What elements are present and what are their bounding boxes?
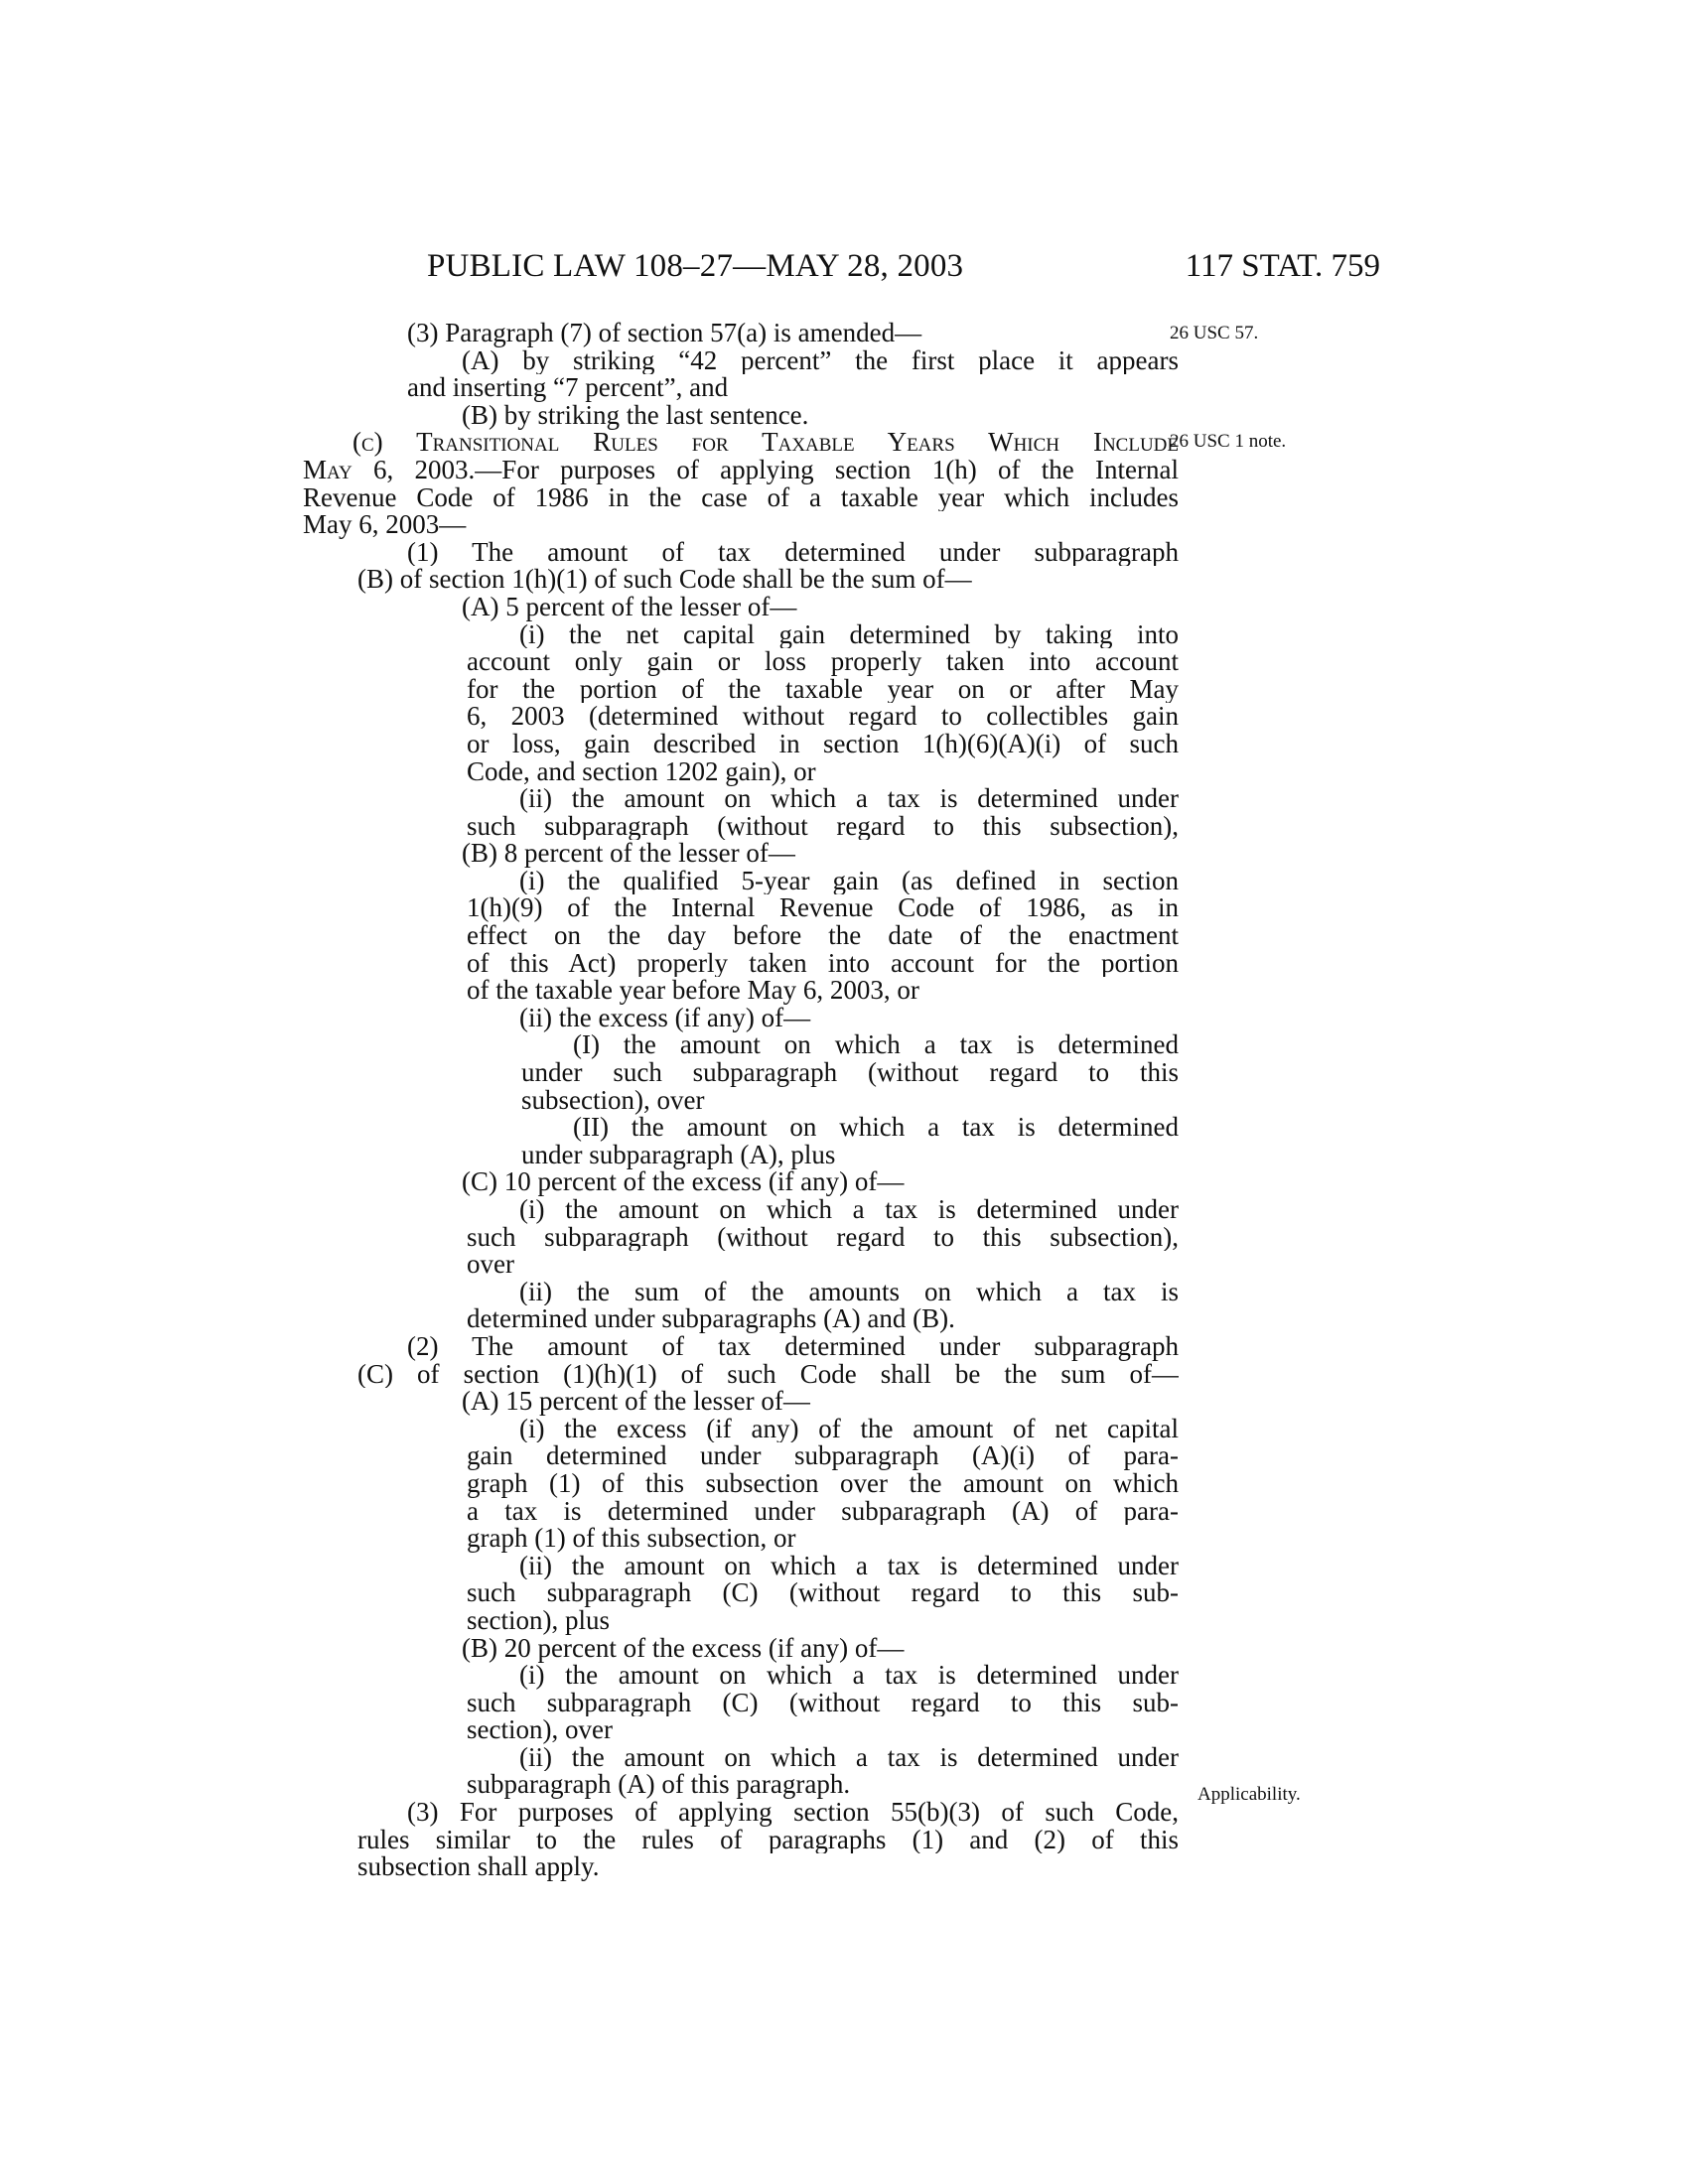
- text-line: such subparagraph (without regard to this subsection),: [467, 1223, 1179, 1252]
- text-line: (i) the excess (if any) of the amount of net capital: [519, 1415, 1179, 1443]
- text-line: (i) the amount on which a tax is determined under: [519, 1196, 1179, 1224]
- text-line: (C) of section (1)(h)(1) of such Code shall be the sum of—: [357, 1360, 1179, 1389]
- text-line: of the taxable year before May 6, 2003, or: [467, 975, 919, 1006]
- text-line: May 6, 2003—: [303, 509, 467, 540]
- text-line: (II) the amount on which a tax is determined: [573, 1114, 1179, 1142]
- text-line: (A) 5 percent of the lesser of—: [462, 591, 797, 621]
- text-line: (i) the net capital gain determined by taking into: [519, 620, 1179, 649]
- text-line: effect on the day before the date of the enactment: [467, 922, 1179, 950]
- text-line: (A) 15 percent of the lesser of—: [462, 1386, 810, 1417]
- text-line: gain determined under subparagraph (A)(i) of para-: [467, 1442, 1179, 1470]
- text-line: determined under subparagraphs (A) and (B).: [467, 1303, 955, 1334]
- text-line: (B) by striking the last sentence.: [462, 399, 809, 430]
- statute-body: [303, 320, 1179, 1881]
- margin-note-usc-57: 26 USC 57.: [1170, 323, 1259, 343]
- text-line: a tax is determined under subparagraph (A) of para-: [467, 1497, 1179, 1526]
- text-line: (3) For purposes of applying section 55(b)(3) of such Code,: [407, 1799, 1179, 1827]
- text-line: (B) of section 1(h)(1) of such Code shall be the sum of—: [357, 564, 972, 595]
- text-line: (ii) the excess (if any) of—: [519, 1002, 811, 1032]
- text-line: section), over: [467, 1714, 613, 1745]
- text-line: of this Act) properly taken into account for the portion: [467, 949, 1179, 978]
- text-line: such subparagraph (without regard to this subsection),: [467, 812, 1179, 841]
- text-line: (B) 8 percent of the lesser of—: [462, 838, 795, 869]
- text-line: for the portion of the taxable year on or after May: [467, 675, 1179, 704]
- text-line: (C) 10 percent of the excess (if any) of—: [462, 1166, 905, 1197]
- text-line: (ii) the sum of the amounts on which a tax is: [519, 1278, 1179, 1306]
- text-line: rules similar to the rules of paragraphs (1) and (2) of this: [357, 1826, 1179, 1854]
- text-line: section), plus: [467, 1604, 610, 1635]
- margin-note-applicability: Applicability.: [1197, 1784, 1301, 1805]
- text-line: (I) the amount on which a tax is determined: [573, 1031, 1179, 1060]
- text-line: subparagraph (A) of this paragraph.: [467, 1769, 851, 1800]
- text-line: graph (1) of this subsection over the amount on which: [467, 1469, 1179, 1498]
- text-line: or loss, gain described in section 1(h)(6)(A)(i) of such: [467, 730, 1179, 758]
- text-line: (B) 20 percent of the excess (if any) of—: [462, 1632, 905, 1663]
- text-line: (ii) the amount on which a tax is determined under: [519, 785, 1179, 813]
- text-line: graph (1) of this subsection, or: [467, 1523, 796, 1554]
- text-line: such subparagraph (C) (without regard to this sub-: [467, 1579, 1179, 1607]
- text-line: [303, 457, 1179, 484]
- heading-date: May 6, 2003.: [303, 456, 476, 484]
- page-header: [298, 248, 1380, 292]
- text-line: (2) The amount of tax determined under subparagraph: [407, 1332, 1179, 1361]
- text-line: Code, and section 1202 gain), or: [467, 755, 816, 786]
- text-line: (ii) the amount on which a tax is determined under: [519, 1552, 1179, 1580]
- stat-page-number: 117 STAT. 759: [1185, 248, 1380, 284]
- text-line: under subparagraph (A), plus: [521, 1139, 836, 1169]
- text-line: over: [467, 1249, 514, 1280]
- text-line: account only gain or loss properly taken into account: [467, 648, 1179, 676]
- text-line: 6, 2003 (determined without regard to collectibles gain: [467, 703, 1179, 731]
- text-line: under such subparagraph (without regard to this: [521, 1059, 1179, 1087]
- text-line: (1) The amount of tax determined under subparagraph: [407, 538, 1179, 567]
- text-line: 1(h)(9) of the Internal Revenue Code of 1986, as in: [467, 894, 1179, 923]
- law-title: PUBLIC LAW 108–27—MAY 28, 2003: [427, 248, 964, 284]
- text-line: such subparagraph (C) (without regard to this sub-: [467, 1689, 1179, 1717]
- text-line: (3) Paragraph (7) of section 57(a) is amended—: [407, 318, 922, 347]
- text-line: subsection), over: [521, 1084, 705, 1115]
- text-line: Revenue Code of 1986 in the case of a taxable year which includes: [303, 483, 1179, 512]
- text-line: (i) the qualified 5-year gain (as defined in section: [519, 867, 1179, 895]
- text-line: (ii) the amount on which a tax is determined under: [519, 1743, 1179, 1772]
- heading-rest: —For purposes of applying section 1(h) of the Internal: [475, 456, 1179, 484]
- margin-note-usc-1-note: 26 USC 1 note.: [1170, 431, 1287, 452]
- text-line: subsection shall apply.: [357, 1851, 600, 1882]
- section-heading-line: (c) Transitional Rules for Taxable Years Which Include: [352, 429, 1179, 457]
- text-line: and inserting “7 percent”, and: [407, 372, 729, 403]
- text-line: (i) the amount on which a tax is determined under: [519, 1662, 1179, 1690]
- text-line: (A) by striking “42 percent” the first place it appears: [462, 346, 1179, 375]
